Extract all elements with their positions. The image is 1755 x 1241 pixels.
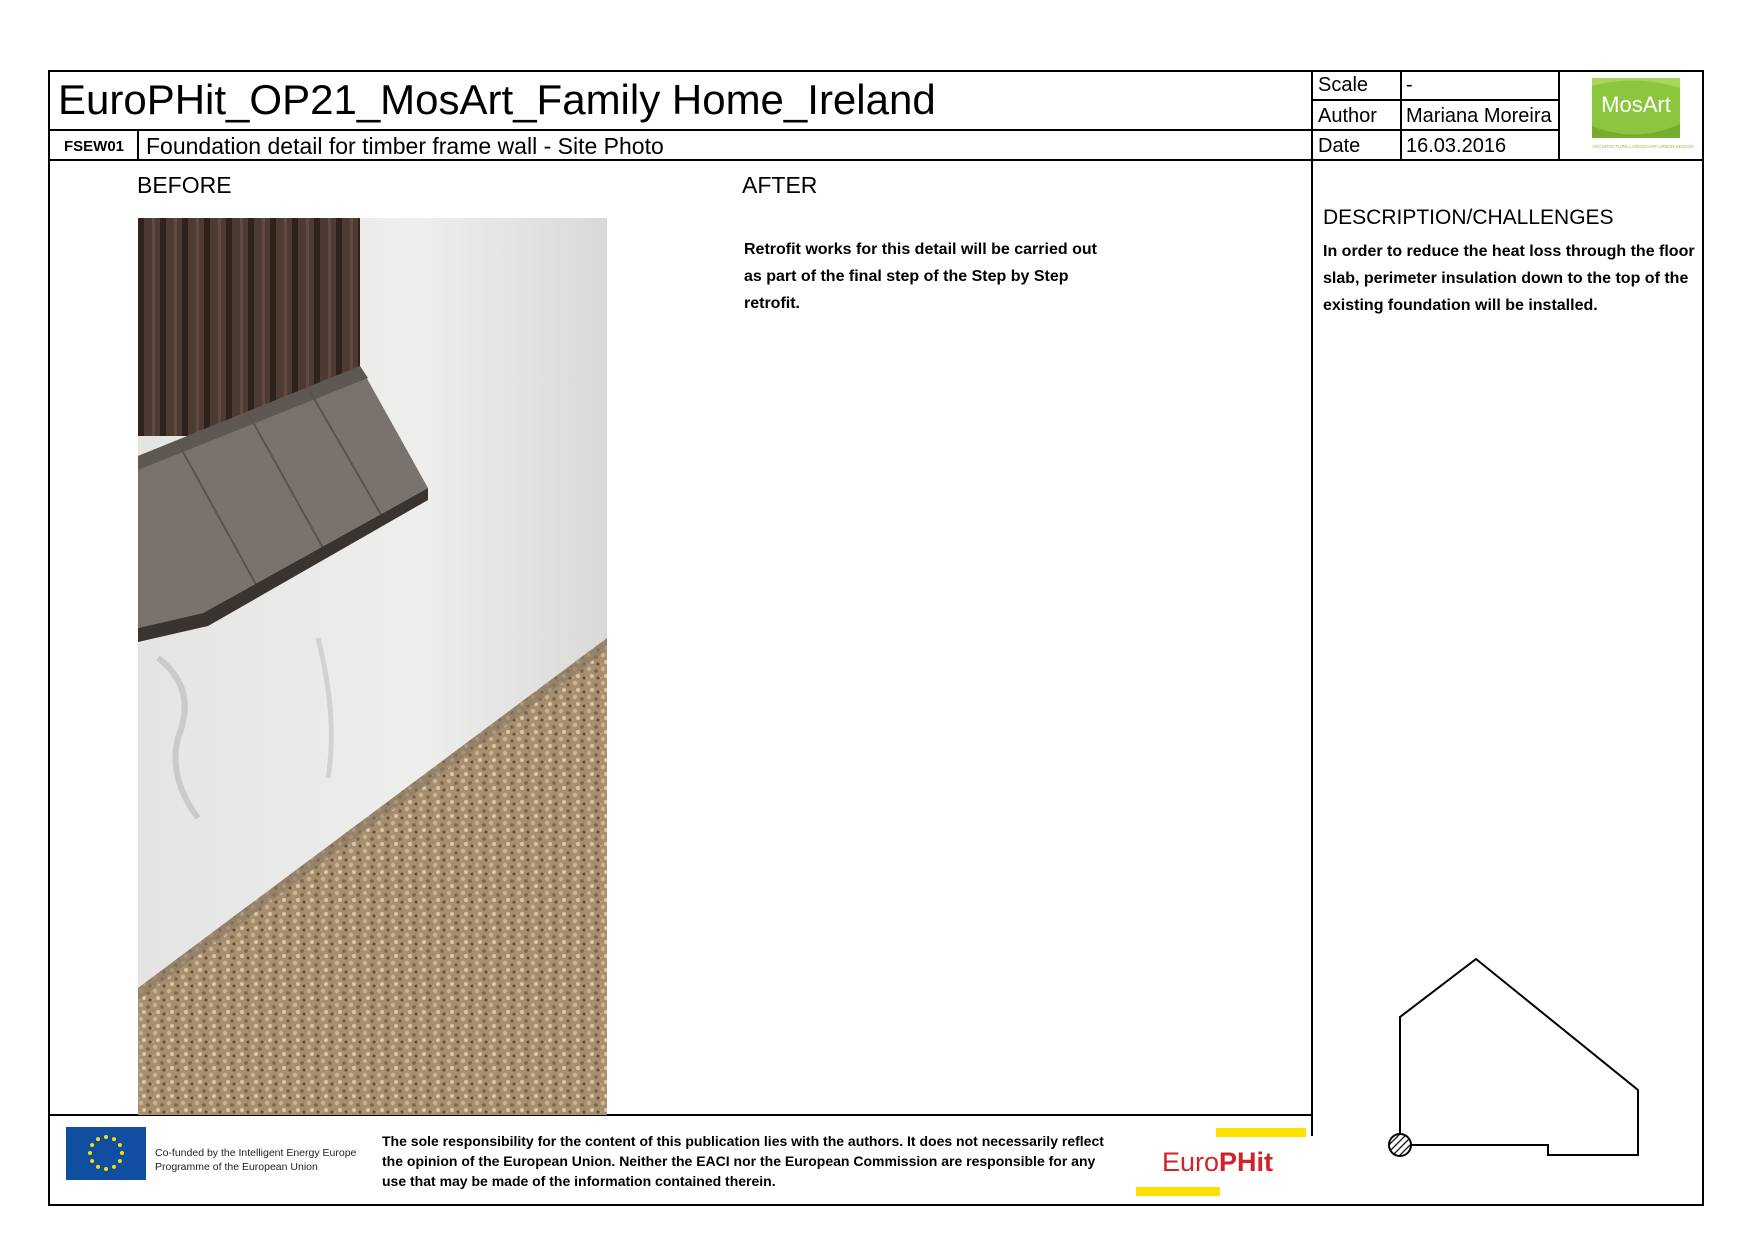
author-label: Author [1318, 105, 1377, 127]
header-divider [48, 129, 1326, 131]
house-key-diagram [1380, 955, 1650, 1165]
after-heading: AFTER [742, 172, 818, 198]
europhit-part1: Euro [1162, 1147, 1220, 1177]
right-column-divider [1311, 70, 1313, 1136]
site-photo [138, 218, 607, 1115]
eu-cofunded-text [155, 1146, 370, 1174]
europhit-bar-top [1216, 1128, 1306, 1137]
description-text: In order to reduce the heat loss through the floor slab, perimeter insulation down to the top of the existing foundation will be installed. [1323, 243, 1695, 314]
meta-label-divider [1400, 70, 1402, 160]
europhit-wordmark [1162, 1144, 1273, 1180]
after-text: Retrofit works for this detail will be carried out as part of the final step of the Step by Step retrofit. [744, 241, 1097, 312]
mosart-logo-tagline: ARCHITECTURE LANDSCAPE URBAN DESIGN [1592, 144, 1694, 149]
scale-value: - [1406, 74, 1413, 96]
europhit-bar-bottom [1136, 1187, 1220, 1196]
drawing-code: FSEW01 [63, 138, 124, 155]
meta-divider-1 [1312, 99, 1558, 101]
mosart-logo [1592, 78, 1694, 156]
before-heading: BEFORE [137, 172, 232, 198]
europhit-part2: PHit [1219, 1147, 1274, 1177]
mosart-logo-name: MosArt [1601, 92, 1671, 117]
page-title: EuroPHit_OP21_MosArt_Family Home_Ireland [58, 76, 936, 123]
author-value: Mariana Moreira [1406, 105, 1552, 127]
meta-logo-divider [1558, 70, 1560, 160]
meta-divider-2 [1312, 129, 1558, 131]
page-subtitle: Foundation detail for timber frame wall - Site Photo [146, 133, 664, 159]
code-divider [137, 129, 139, 160]
date-label: Date [1318, 135, 1361, 157]
date-value: 16.03.2016 [1406, 135, 1507, 157]
eu-flag [66, 1127, 146, 1180]
europhit-logo [1136, 1128, 1306, 1196]
description-heading: DESCRIPTION/CHALLENGES [1323, 206, 1614, 229]
eu-text-line2: Programme of the European Union [155, 1161, 318, 1173]
eu-text-line1: Co-funded by the Intelligent Energy Europe [155, 1147, 357, 1159]
scale-label: Scale [1318, 74, 1369, 96]
footer-disclaimer: The sole responsibility for the content of this publication lies with the authors. It does not necessarily reflect the opinion of the European Union. Neither the EACI nor the European Commission are responsible for any use that may be made of the information contained therein. [382, 1133, 1104, 1189]
